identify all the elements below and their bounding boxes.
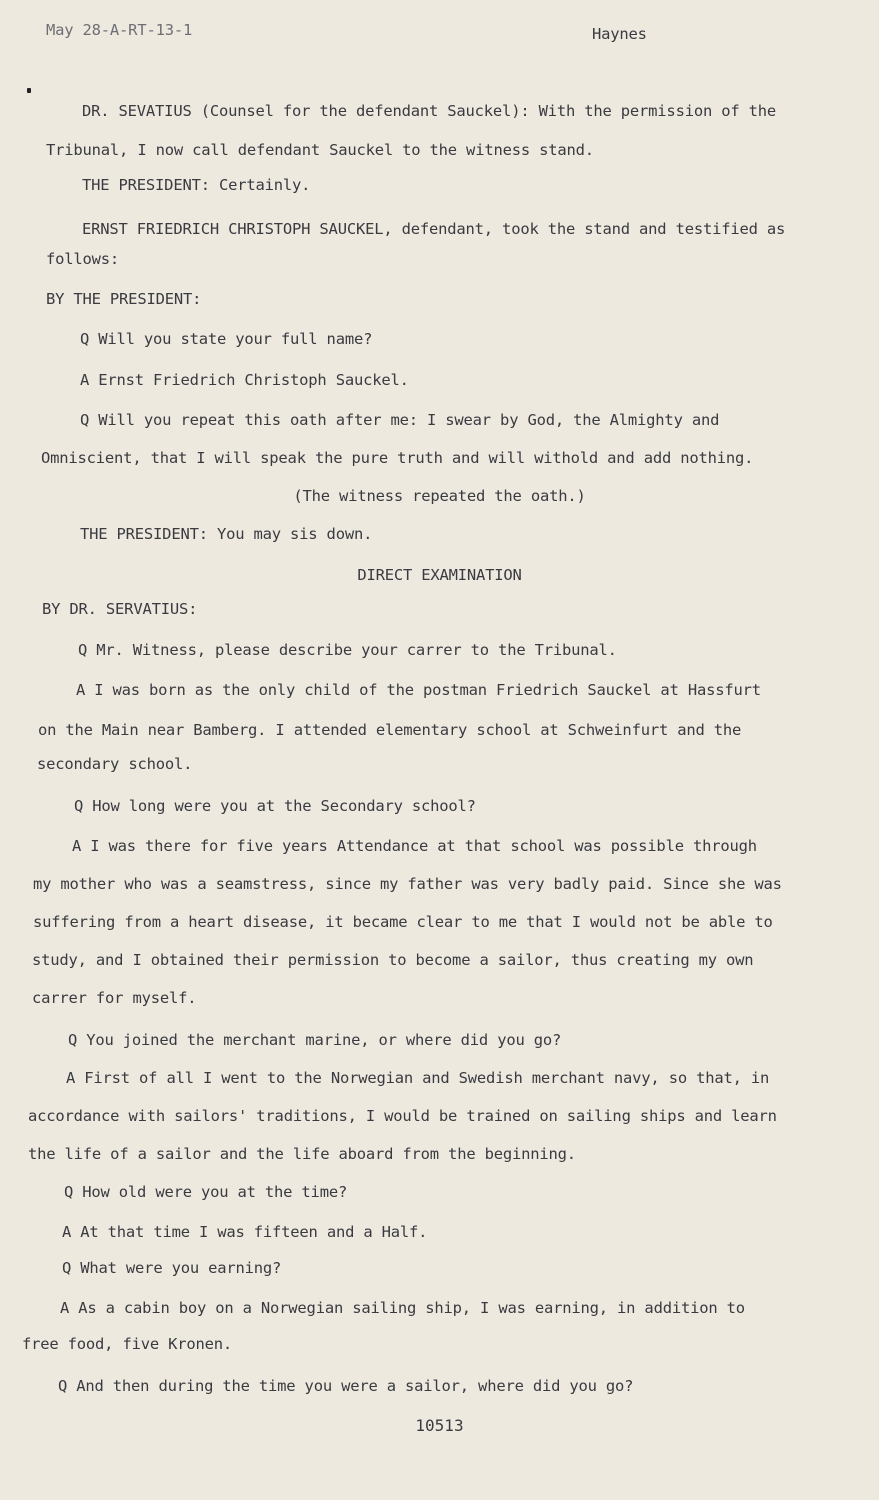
- text-line: THE PRESIDENT: Certainly.: [82, 176, 311, 194]
- text-line: DR. SEVATIUS (Counsel for the defendant Sauckel): With the permission of the: [82, 102, 777, 120]
- text-line: on the Main near Bamberg. I attended elementary school at Schweinfurt and the: [38, 721, 742, 739]
- text-line: suffering from a heart disease, it became clear to me that I would not be able to: [33, 913, 773, 931]
- section-heading: DIRECT EXAMINATION: [357, 566, 522, 584]
- page-number: 10513: [415, 1416, 464, 1435]
- text-line: A At that time I was fifteen and a Half.: [62, 1223, 428, 1241]
- text-line: A I was there for five years Attendance at that school was possible through: [72, 837, 757, 855]
- text-line: carrer for myself.: [32, 989, 197, 1007]
- header-code: May 28-A-RT-13-1: [46, 21, 193, 39]
- header-reporter: Haynes: [592, 25, 647, 43]
- text-line: follows:: [46, 250, 120, 268]
- text-line: A As a cabin boy on a Norwegian sailing ship, I was earning, in addition to: [60, 1299, 745, 1317]
- text-line: Q How old were you at the time?: [64, 1183, 348, 1201]
- text-line: BY DR. SERVATIUS:: [42, 600, 198, 618]
- text-line: BY THE PRESIDENT:: [46, 290, 202, 308]
- text-line: (The witness repeated the oath.): [293, 487, 586, 505]
- text-line: Tribunal, I now call defendant Sauckel to the witness stand.: [46, 141, 594, 159]
- text-line: Q Will you state your full name?: [80, 330, 373, 348]
- text-line: Omniscient, that I will speak the pure truth and will withold and add nothing.: [41, 449, 754, 467]
- text-line: my mother who was a seamstress, since my father was very badly paid. Since she was: [33, 875, 782, 893]
- text-line: secondary school.: [37, 755, 193, 773]
- text-line: A Ernst Friedrich Christoph Sauckel.: [80, 371, 409, 389]
- text-line: A First of all I went to the Norwegian and Swedish merchant navy, so that, in: [66, 1069, 770, 1087]
- text-line: A I was born as the only child of the postman Friedrich Sauckel at Hassfurt: [76, 681, 761, 699]
- text-line: Q What were you earning?: [62, 1259, 282, 1277]
- text-line: free food, five Kronen.: [22, 1335, 233, 1353]
- text-line: accordance with sailors' traditions, I would be trained on sailing ships and learn: [28, 1107, 777, 1125]
- margin-mark: [27, 88, 31, 93]
- text-line: ERNST FRIEDRICH CHRISTOPH SAUCKEL, defendant, took the stand and testified as: [82, 220, 786, 238]
- text-line: the life of a sailor and the life aboard from the beginning.: [28, 1145, 576, 1163]
- text-line: study, and I obtained their permission to become a sailor, thus creating my own: [32, 951, 754, 969]
- text-line: Q How long were you at the Secondary school?: [74, 797, 476, 815]
- text-line: Q Will you repeat this oath after me: I swear by God, the Almighty and: [80, 411, 720, 429]
- text-line: Q You joined the merchant marine, or where did you go?: [68, 1031, 562, 1049]
- text-line: Q Mr. Witness, please describe your carrer to the Tribunal.: [78, 641, 617, 659]
- text-line: THE PRESIDENT: You may sis down.: [80, 525, 373, 543]
- text-line: Q And then during the time you were a sailor, where did you go?: [58, 1377, 634, 1395]
